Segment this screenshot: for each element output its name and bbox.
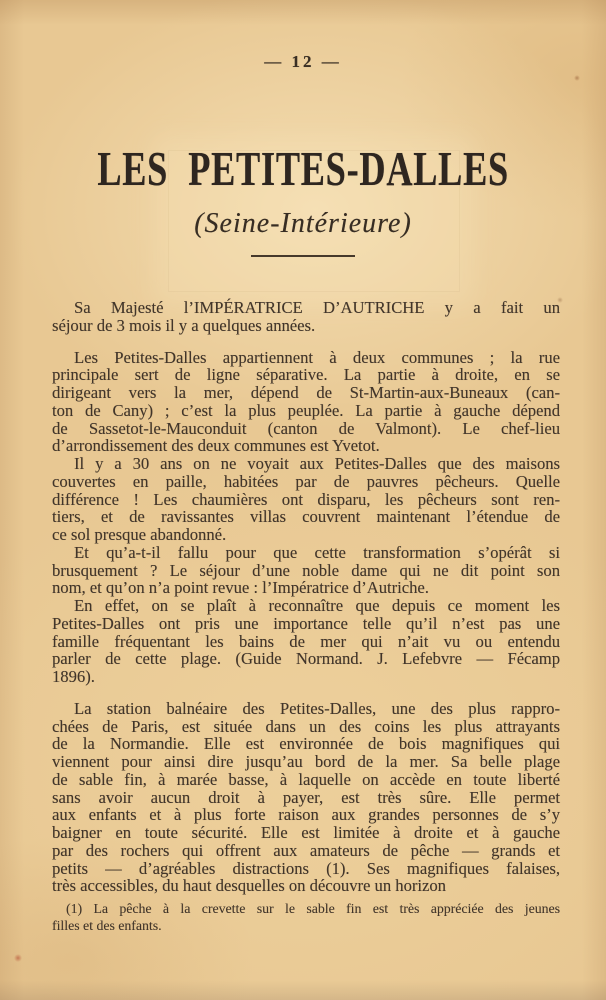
body-line: Sa Majesté l’IMPÉRATRICE D’AUTRICHE y a fait un (74, 298, 560, 317)
page-title (0, 140, 606, 197)
title-divider (251, 255, 355, 257)
body-line: Les Petites-Dalles appartiennent à deux communes ; la rue (74, 347, 560, 367)
body-line: de sable fin, à marée basse, à laquelle on accède en toute liberté (52, 769, 560, 789)
paragraph (52, 597, 560, 686)
body-line: couvertes en paille, habitées par de pauvres pêcheurs. Quelle (52, 471, 560, 491)
body-line: très accessibles, du haut desquelles on découvre un horizon (52, 876, 446, 896)
body-line: baigner en toute sécurité. Elle est limitée à droite et à gauche (52, 823, 560, 842)
body-line: différence ! Les chaumières ont disparu, les pêcheurs sont ren- (52, 489, 560, 509)
paragraph (52, 544, 560, 597)
body-line: famille fréquentant les bains de mer qui n’ait vu ou entendu (52, 631, 560, 651)
body-line: tiers, et de ravissantes villas couvrent maintenant l’étendue de (52, 507, 560, 527)
body-line: de Sassetot-le-Mauconduit (canton de Valmont). Le chef-lieu (52, 418, 560, 438)
body-line: brusquement ? Le séjour d’une noble dame qui ne dit point son (52, 560, 560, 580)
body-line: d’arrondissement des deux communes est Yvetot. (52, 436, 380, 456)
page-number: — 12 — (264, 52, 342, 71)
body-line: ton de Cany) ; c’est la plus peuplée. La partie à gauche dépend (52, 400, 560, 420)
footnote (52, 901, 560, 934)
body-line: chées de Paris, est située dans un des coins les plus attrayants (52, 716, 560, 736)
body-line: principale sert de ligne séparative. La partie à droite, en se (52, 365, 560, 385)
paragraph (52, 299, 560, 335)
body-text (52, 299, 560, 895)
body-line: par des rochers qui offrent aux amateurs de pêche — grands et (52, 840, 560, 860)
body-line: 1896). (52, 667, 95, 686)
body-line: Il y a 30 ans on ne voyait aux Petites-Dalles que des maisons (74, 454, 560, 473)
body-line: parler de cette plage. (Guide Normand. J. Lefebvre — Fécamp (52, 649, 560, 669)
body-line: séjour de 3 mois il y a quelques années. (52, 315, 316, 335)
paragraph (52, 455, 560, 544)
body-line: petits — d’agréables distractions (1). Ses magnifiques falaises, (52, 858, 560, 878)
body-line: filles et des enfants. (52, 917, 162, 933)
paragraph (52, 700, 560, 895)
body-line: viennent pour ainsi dire jusqu’au bord de la mer. Sa belle plage (52, 752, 560, 771)
body-line: En effet, on se plaît à reconnaître que depuis ce moment les (74, 596, 560, 615)
body-line: aux enfants et à plus forte raison aux grandes personnes de s’y (52, 805, 560, 825)
body-line: Et qu’a-t-il fallu pour que cette transformation s’opérât si (74, 542, 560, 562)
paragraph (52, 349, 560, 456)
body-line: Petites-Dalles ont pris une importance telle qu’il n’est pas une (52, 613, 560, 633)
page-subtitle: (Seine-Intérieure) (194, 208, 412, 239)
body-line: dirigeant vers la mer, dépend de St-Martin-aux-Buneaux (can- (52, 383, 560, 402)
body-line: ce sol presque abandonné. (52, 525, 227, 544)
body-line: La station balnéaire des Petites-Dalles, une des plus rappro- (74, 698, 560, 718)
page-title-text: LES PETITES-DALLES (97, 141, 509, 196)
body-line: nom, et qu’on n’a point revue : l’Impératrice d’Autriche. (52, 578, 429, 598)
body-line: de la Normandie. Elle est environnée de bois magnifiques qui (52, 734, 560, 754)
body-line: sans avoir aucun droit à payer, est très sûre. Elle permet (52, 787, 560, 807)
body-line: (1) La pêche à la crevette sur le sable fin est très appréciée des jeunes (66, 901, 560, 916)
